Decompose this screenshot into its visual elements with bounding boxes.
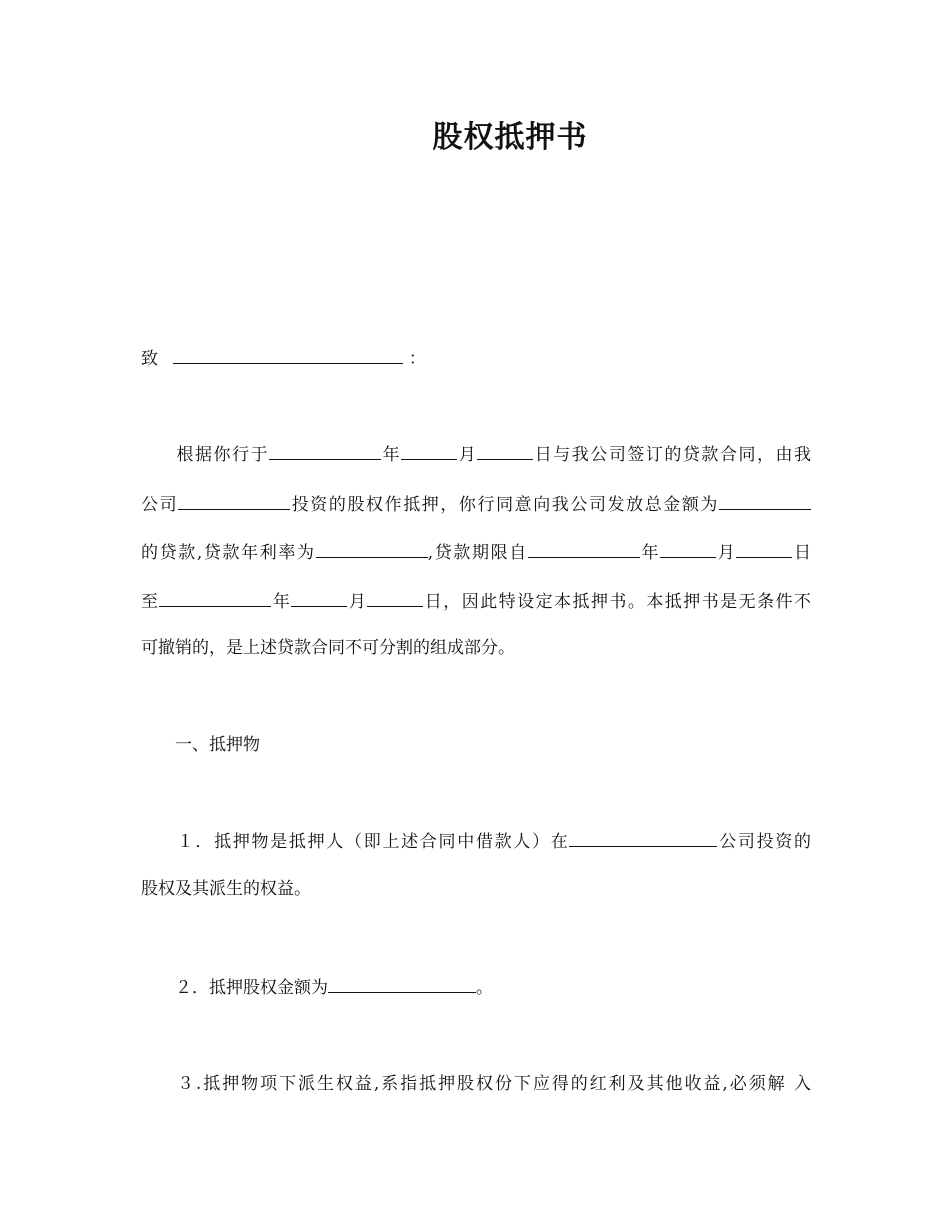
intro-text: 根据你行于 <box>175 445 270 465</box>
date-year-blank[interactable] <box>269 442 381 460</box>
item-text: 公司投资的 <box>717 832 812 852</box>
rate-blank[interactable] <box>316 540 428 558</box>
intro-text: 可撤销的，是上述贷款合同不可分割的组成部分。 <box>141 638 515 658</box>
item-1-line-2 <box>141 877 811 901</box>
intro-text: ,贷款期限自 <box>427 543 528 563</box>
item-1-line-1 <box>141 829 811 854</box>
item-text: ３.抵押物项下派生权益,系指抵押股权份下应得的红利及其他收益,必须解 入 <box>175 1074 811 1094</box>
document-title: 股权抵押书 <box>432 120 588 155</box>
intro-text: 月 <box>716 543 737 563</box>
intro-line-4 <box>141 589 811 614</box>
pledged-company-blank[interactable] <box>569 829 717 847</box>
intro-line-1 <box>141 442 811 467</box>
section-1-heading: 一、抵押物 <box>175 735 260 755</box>
intro-text: 日 <box>792 543 812 563</box>
intro-text: 至 <box>141 592 160 612</box>
intro-text: 月 <box>347 592 368 612</box>
section-heading <box>141 733 811 757</box>
item-text: ２．抵押股权金额为 <box>175 978 328 998</box>
start-month-blank[interactable] <box>660 540 716 558</box>
intro-text: 年 <box>381 445 402 465</box>
pledged-amount-blank[interactable] <box>328 975 476 993</box>
intro-line-3 <box>141 540 811 565</box>
date-day-blank[interactable] <box>477 442 533 460</box>
end-day-blank[interactable] <box>367 589 423 607</box>
start-day-blank[interactable] <box>736 540 792 558</box>
item-text: １．抵押物是抵押人（即上述合同中借款人）在 <box>175 832 570 852</box>
company-blank[interactable] <box>178 492 290 510</box>
intro-line-5 <box>141 636 811 660</box>
salutation-prefix: 致 <box>141 349 158 369</box>
item-text: 。 <box>476 978 493 998</box>
intro-line-2 <box>141 492 811 517</box>
end-month-blank[interactable] <box>291 589 347 607</box>
intro-text: 投资的股权作抵押，你行同意向我公司发放总金额为 <box>290 495 720 515</box>
date-month-blank[interactable] <box>401 442 457 460</box>
intro-text: 公司 <box>141 495 179 515</box>
item-text: 股权及其派生的权益。 <box>141 879 311 899</box>
recipient-blank[interactable] <box>173 346 403 364</box>
intro-text: 日与我公司签订的贷款合同，由我 <box>533 445 812 465</box>
intro-text: 年 <box>271 592 292 612</box>
intro-text: 的贷款,贷款年利率为 <box>141 543 316 563</box>
start-year-blank[interactable] <box>528 540 640 558</box>
item-2-line <box>141 975 811 1000</box>
item-3-line <box>141 1072 811 1096</box>
intro-text: 年 <box>639 543 661 563</box>
salutation-suffix: ： <box>408 349 426 369</box>
end-year-blank[interactable] <box>159 589 271 607</box>
salutation-line <box>141 346 811 371</box>
amount-blank[interactable] <box>719 492 811 510</box>
intro-text: 月 <box>457 445 478 465</box>
intro-text: 日，因此特设定本抵押书。本抵押书是无条件不 <box>423 592 812 612</box>
